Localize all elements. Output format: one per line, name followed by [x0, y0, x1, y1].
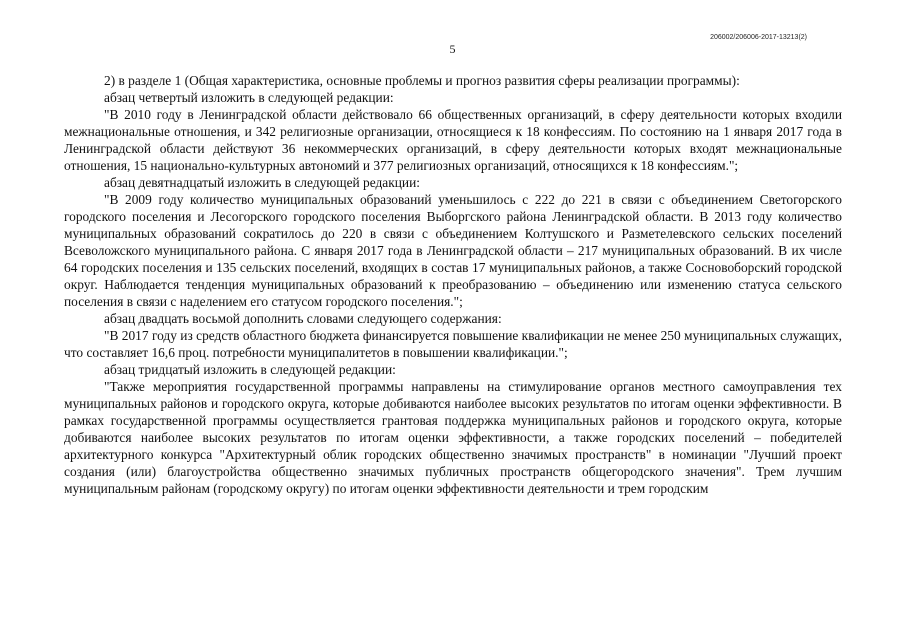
document-body: [64, 72, 842, 497]
paragraph: абзац двадцать восьмой дополнить словами следующего содержания:: [104, 311, 502, 326]
document-code: 206002/206006-2017-13213(2): [710, 34, 807, 41]
paragraph: абзац девятнадцатый изложить в следующей редакции:: [104, 175, 420, 190]
paragraph: "В 2009 году количество муниципальных образований уменьшилось с 222 до 221 в связи с объединением Светогорского городского поселения и Лесогорского городского поселения Выборгского района Ленинградской области. В 2013 году количество муниципальных образований сократилось до 220 в связи с объединением Колтушского и Разметелевского сельских поселений Всеволожского муниципального района. С января 2017 года в Ленинградской области – 217 муниципальных образований. В их числе 64 городских поселения и 135 сельских поселений, входящих в состав 17 муниципальных районов, а также Сосновоборский городской округ. Наблюдается тенденция муниципальных образований к преобразованию – объединению или изменению статуса сельского поселения в связи с наделением его статусом городского поселения.";: [64, 192, 842, 309]
paragraph: абзац тридцатый изложить в следующей редакции:: [104, 362, 396, 377]
paragraph: "В 2017 году из средств областного бюджета финансируется повышение квалификации не менее 250 муниципальных служащих, что составляет 16,6 проц. потребности муниципалитетов в повышении квалификации.";: [64, 328, 842, 360]
paragraph: "В 2010 году в Ленинградской области действовало 66 общественных организаций, в сферу деятельности которых входили межнациональные отношения, и 342 религиозные организации, относящиеся к 18 конфессиям. По состоянию на 1 января 2017 года в Ленинградской области действуют 36 некоммерческих организаций, в сферу деятельности которых входят межнациональные отношения, 15 национально-культурных автономий и 377 религиозных организаций, относящихся к 18 конфессиям.";: [64, 107, 842, 173]
paragraph: "Также мероприятия государственной программы направлены на стимулирование органов местного самоуправления тех муниципальных районов и городского округа, которые добиваются наиболее высоких результатов по итогам оценки эффективности. В рамках государственной программы осуществляется грантовая поддержка муниципальных районов и городского округа, которые добиваются наиболее высоких результатов по итогам оценки эффективности, а также городских поселений – победителей архитектурного конкурса "Архитектурный облик городских общественно значимых пространств" в номинации "Лучший проект создания (или) благоустройства общественно значимых публичных пространств общегородского значения". Трем лучшим муниципальным районам (городскому округу) по итогам оценки эффективности деятельности и трем городским: [64, 379, 842, 496]
page-number: 5: [449, 42, 456, 56]
paragraph: 2) в разделе 1 (Общая характеристика, основные проблемы и прогноз развития сферы реализации программы):: [104, 73, 740, 88]
paragraph: абзац четвертый изложить в следующей редакции:: [104, 90, 394, 105]
